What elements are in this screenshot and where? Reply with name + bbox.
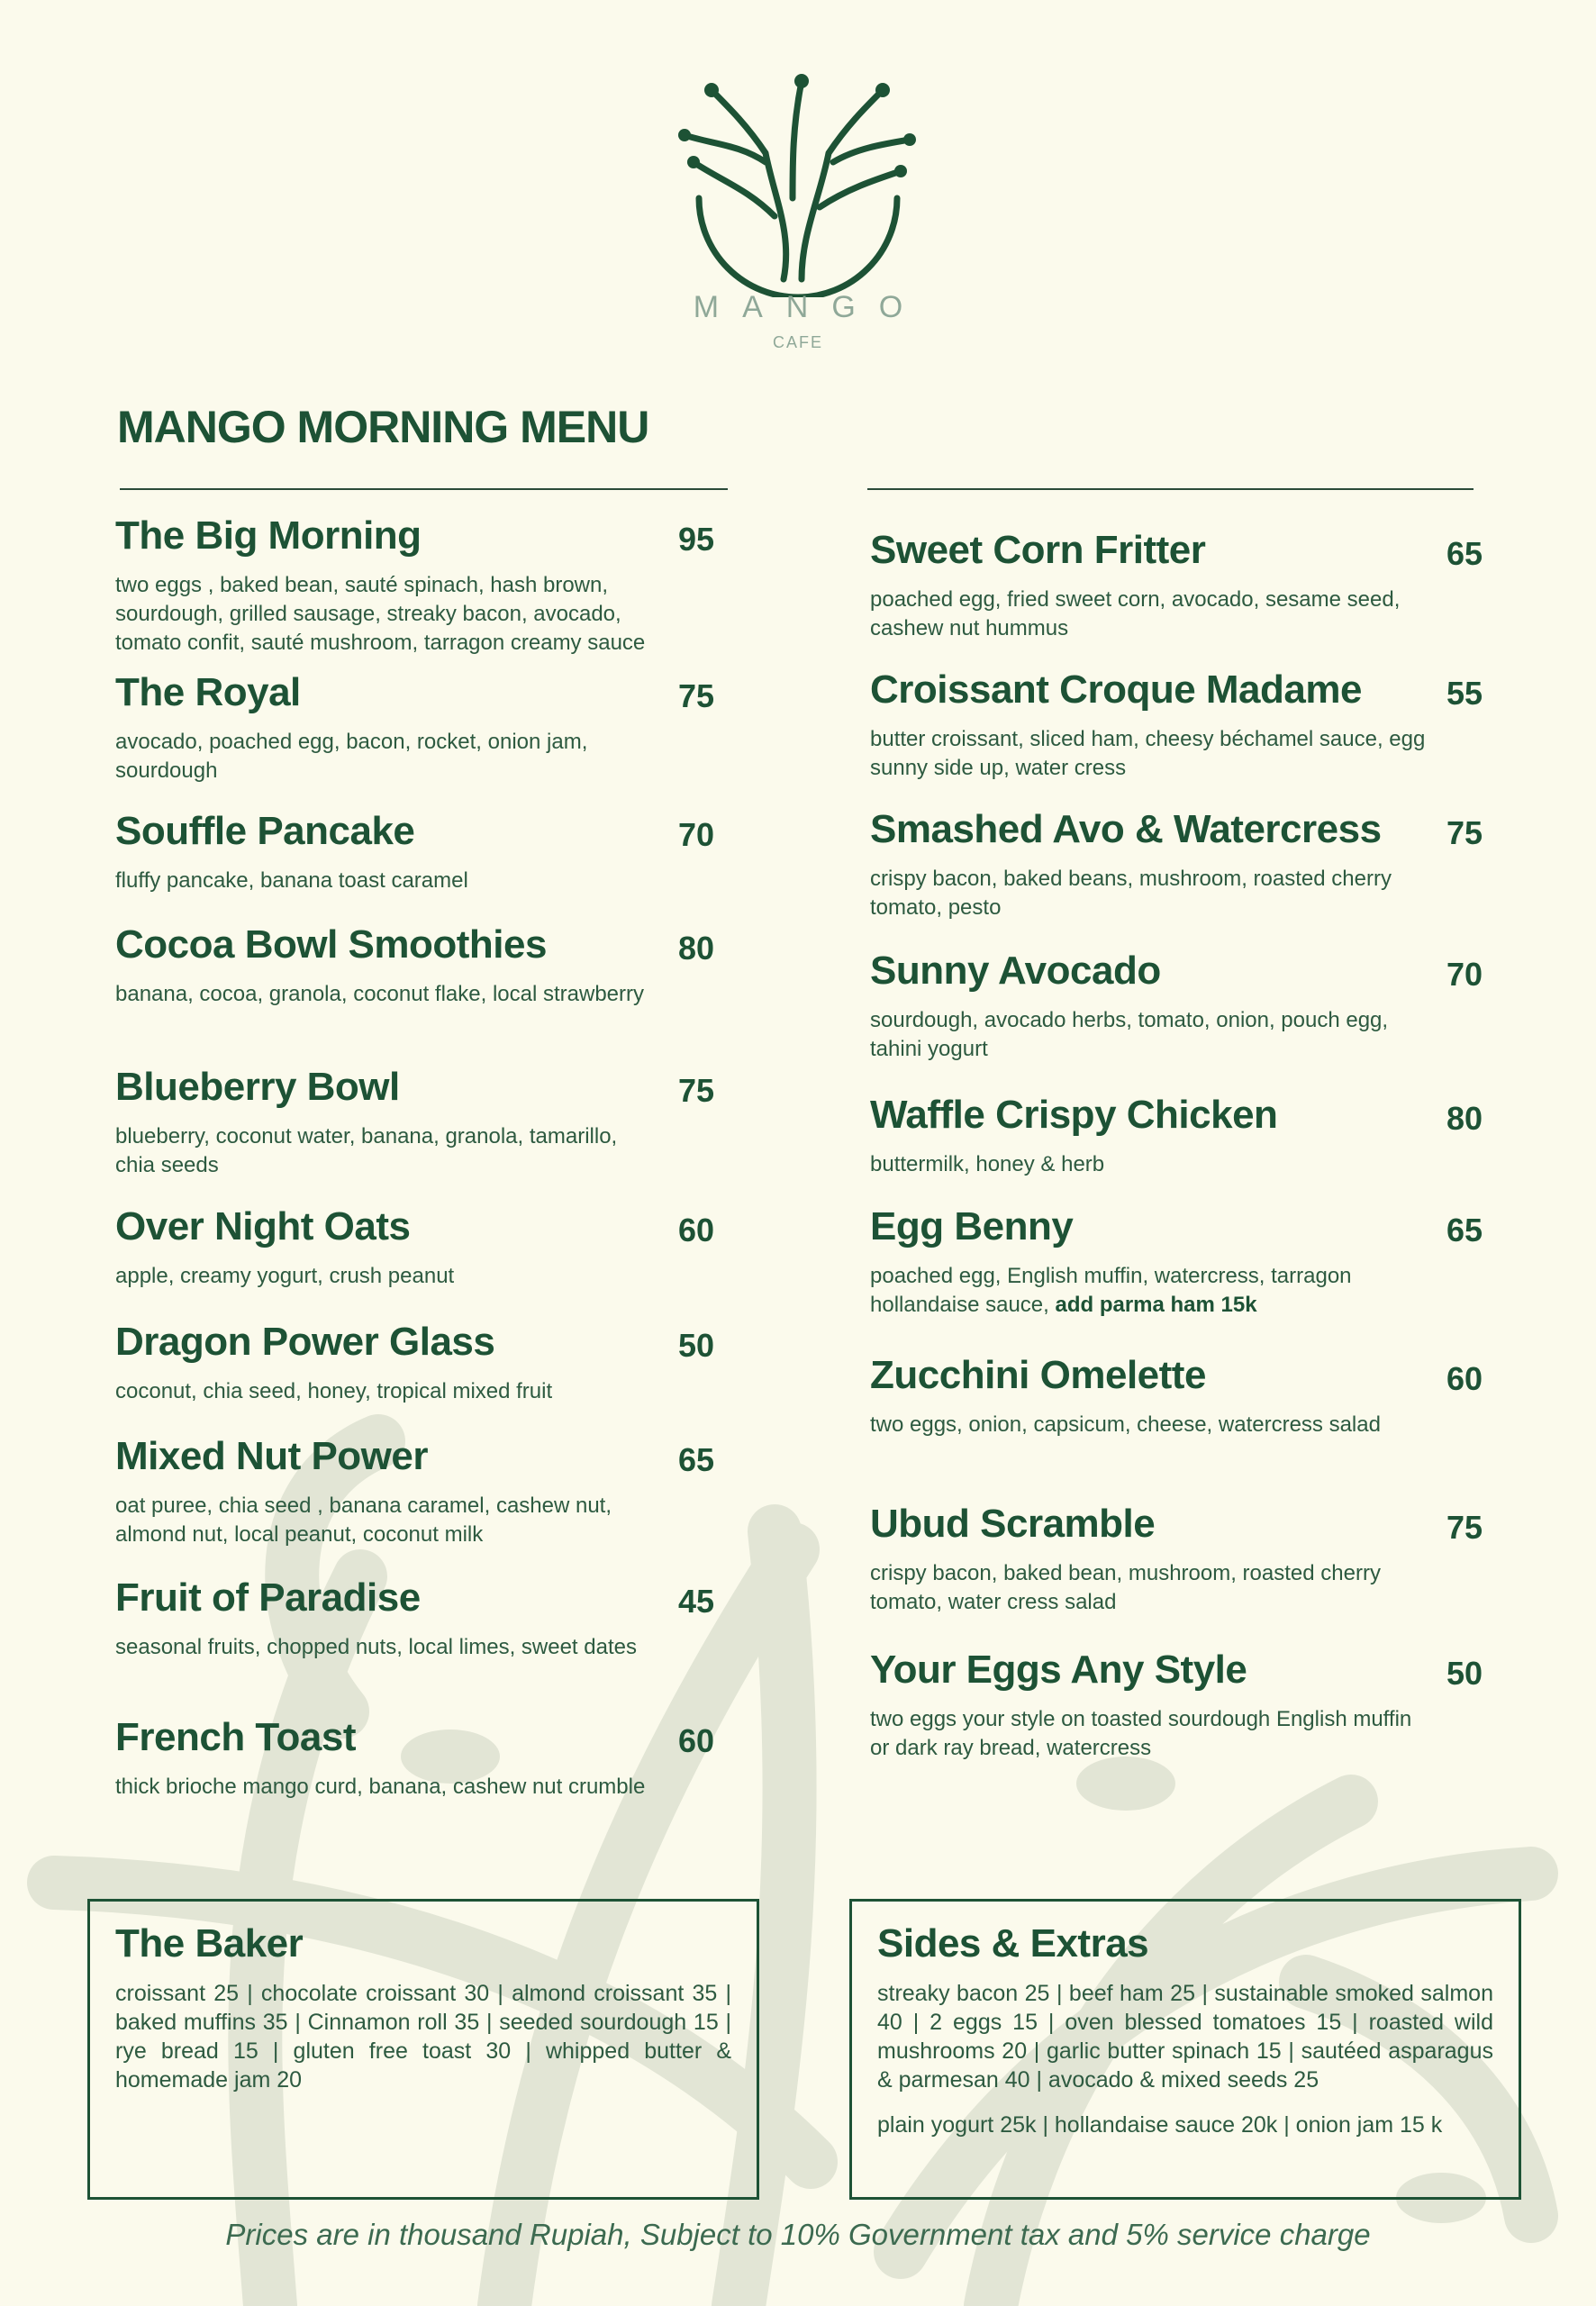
price-note: Prices are in thousand Rupiah, Subject to 10% Government tax and 5% service charge [225,2218,1371,2251]
item-description-text: two eggs , baked bean, sauté spinach, hash brown, sourdough, grilled sausage, streaky bacon, avocado, tomato confit, sauté mushroom, tarragon creamy sauce [115,573,646,655]
item-description-text: avocado, poached egg, bacon, rocket, onion jam, sourdough [115,730,588,783]
item-name: Egg Benny [870,1204,1074,1248]
menu-item [870,1648,1501,1763]
item-name: The Big Morning [115,513,422,558]
menu-item [870,807,1501,922]
menu-item [115,809,746,895]
item-description [870,1150,1428,1179]
item-description-text: sourdough, avocado herbs, tomato, onion, pouch egg, tahini yogurt [870,1008,1389,1061]
item-name: Fruit of Paradise [115,1575,421,1620]
item-name: Smashed Avo & Watercress [870,807,1382,851]
item-name: Over Night Oats [115,1204,411,1248]
item-description-text: butter croissant, sliced ham, cheesy béchamel sauce, egg sunny side up, water cress [870,727,1426,780]
item-price: 50 [1446,1655,1483,1692]
item-price: 75 [1446,1509,1483,1546]
item-description [115,728,656,785]
menu-item [115,1715,746,1802]
baker-text: croissant 25 | chocolate croissant 30 | almond croissant 35 | baked muffins 35 | Cinnamon roll 35 | seeded sourdough 15 | rye bread 15 | gluten free toast 30 | whipped butter & homemade jam 20 [115,1981,731,2093]
item-price: 75 [1446,814,1483,851]
sides-text: streaky bacon 25 | beef ham 25 | sustainable smoked salmon 40 | 2 eggs 15 | oven blessed tomatoes 15 | roasted wild mushrooms 20 | garlic butter spinach 15 | sautéed asparagus & parmesan 40 | avocado & mixed seeds 25 [877,1981,1493,2093]
item-price: 65 [678,1441,715,1478]
sides-box [849,1899,1521,2200]
item-description [870,725,1428,783]
mango-tree-logo [667,54,929,297]
item-description-text: crispy bacon, baked bean, mushroom, roasted cherry tomato, water cress salad [870,1561,1381,1614]
item-description-text: coconut, chia seed, honey, tropical mixed fruit [115,1379,553,1403]
item-price: 60 [678,1212,715,1248]
item-price: 60 [1446,1360,1483,1397]
item-description-text: two eggs, onion, capsicum, cheese, watercress salad [870,1412,1381,1437]
item-description [115,571,656,658]
item-description [115,1773,656,1802]
divider-right [867,488,1474,490]
item-description-text: buttermilk, honey & herb [870,1152,1105,1176]
menu-item [870,1502,1501,1617]
item-name: Croissant Croque Madame [870,667,1362,712]
item-name: The Royal [115,670,301,714]
item-price: 65 [1446,1212,1483,1248]
menu-title: MANGO MORNING MENU [117,402,649,452]
menu-item [115,1434,746,1549]
item-price: 45 [678,1583,715,1620]
item-price: 70 [678,816,715,853]
item-description [870,1705,1428,1763]
item-description [870,1411,1428,1439]
menu-item [870,949,1501,1064]
item-description-text: banana, cocoa, granola, coconut flake, local strawberry [115,982,645,1006]
item-name: Ubud Scramble [870,1502,1156,1546]
baker-box [87,1899,759,2200]
brand-subtitle: CAFE [772,333,823,351]
item-price: 75 [678,1072,715,1109]
item-description [870,1262,1428,1320]
item-description [115,1377,656,1406]
menu-item [115,1204,746,1291]
item-price: 60 [678,1722,715,1759]
divider-left [120,488,728,490]
item-description-text: seasonal fruits, chopped nuts, local limes, sweet dates [115,1635,637,1659]
item-description [115,1633,656,1662]
item-name: Dragon Power Glass [115,1320,495,1364]
item-name: Sunny Avocado [870,949,1161,993]
menu-item [870,1093,1501,1179]
item-description-text: poached egg, fried sweet corn, avocado, sesame seed, cashew nut hummus [870,587,1401,640]
item-name: Blueberry Bowl [115,1065,400,1109]
item-description [115,867,656,895]
item-description-text: oat puree, chia seed , banana caramel, cashew nut, almond nut, local peanut, coconut milk [115,1493,612,1547]
menu-item [115,1575,746,1662]
item-name: Cocoa Bowl Smoothies [115,922,547,967]
item-description [870,1006,1428,1064]
item-description [870,586,1428,643]
baker-title: The Baker [115,1921,304,1966]
item-description [115,980,656,1009]
menu-item [115,1320,746,1406]
menu-item [115,1065,746,1180]
menu-item [115,670,746,785]
item-price: 55 [1446,675,1483,712]
item-price: 80 [1446,1100,1483,1137]
item-price: 50 [678,1327,715,1364]
item-description-text: crispy bacon, baked beans, mushroom, roasted cherry tomato, pesto [870,867,1392,920]
brand-name: MANGO [693,290,927,324]
item-description-text: blueberry, coconut water, banana, granola, tamarillo, chia seeds [115,1124,618,1177]
item-description [115,1492,656,1549]
item-price: 65 [1446,535,1483,572]
menu-item [870,1353,1501,1439]
item-name: Waffle Crispy Chicken [870,1093,1278,1137]
item-description-text: thick brioche mango curd, banana, cashew nut crumble [115,1775,646,1799]
item-name: Sweet Corn Fritter [870,528,1206,572]
item-name: Souffle Pancake [115,809,415,853]
item-name: Zucchini Omelette [870,1353,1206,1397]
menu-item [115,513,746,658]
item-description-text: two eggs your style on toasted sourdough English muffin or dark ray bread, watercress [870,1707,1412,1760]
menu-item [870,528,1501,643]
item-description [115,1122,656,1180]
item-addon: add parma ham 15k [1055,1293,1257,1317]
item-description [870,1559,1428,1617]
item-name: Mixed Nut Power [115,1434,428,1478]
item-description [870,865,1428,922]
item-price: 80 [678,930,715,967]
item-price: 70 [1446,956,1483,993]
menu-item [870,667,1501,783]
item-name: Your Eggs Any Style [870,1648,1247,1692]
item-name: French Toast [115,1715,357,1759]
item-description [115,1262,656,1291]
item-description-text: apple, creamy yogurt, crush peanut [115,1264,455,1288]
menu-item [870,1204,1501,1320]
item-description-text: poached egg, English muffin, watercress, tarragon hollandaise sauce, [870,1264,1352,1317]
item-description-text: fluffy pancake, banana toast caramel [115,868,468,893]
item-price: 95 [678,521,715,558]
sides-title: Sides & Extras [877,1921,1149,1966]
sides-extra: plain yogurt 25k | hollandaise sauce 20k | onion jam 15 k [877,2112,1443,2138]
menu-item [115,922,746,1009]
item-price: 75 [678,677,715,714]
